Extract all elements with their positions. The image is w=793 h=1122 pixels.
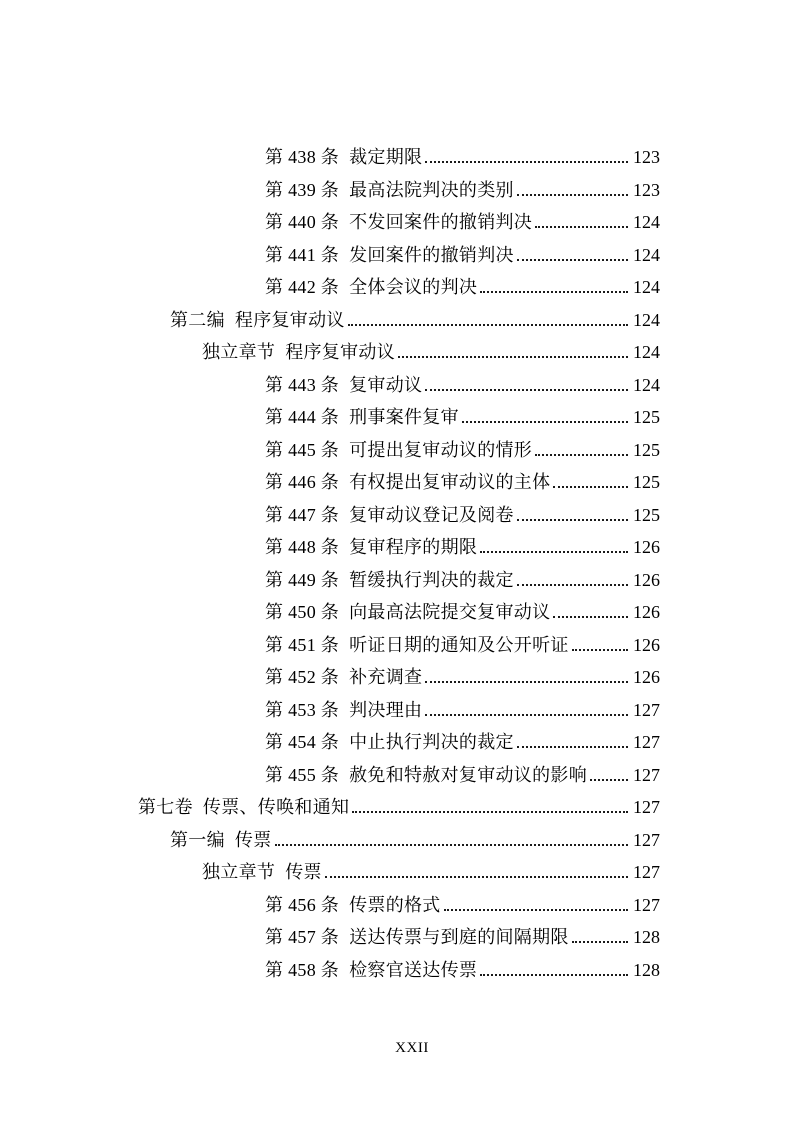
toc-entry-title: 程序复审动议 [234,309,345,330]
toc-entry[interactable] [0,889,660,922]
toc-entry-page-number: 125 [633,472,660,492]
dotted-leader [325,876,628,878]
toc-entry-page-number: 124 [633,244,660,265]
toc-entry-label: 第二编 [170,309,225,330]
toc-entry-page-number: 125 [633,504,660,525]
dotted-leader [535,226,628,228]
toc-entry-title: 裁定期限 [349,147,423,167]
toc-entry[interactable] [0,694,660,727]
toc-entry[interactable] [0,856,660,889]
toc-entry-title: 全体会议的判决 [349,277,478,297]
toc-entry[interactable] [0,499,660,532]
dotted-leader [517,746,628,748]
dotted-leader [553,486,628,488]
dotted-leader [348,324,628,326]
dotted-leader [480,291,628,293]
toc-entry-page-number: 127 [633,732,660,752]
dotted-leader [517,584,628,586]
toc-entry-page-number: 126 [633,602,660,622]
toc-entry[interactable] [0,336,660,369]
dotted-leader [275,844,628,846]
toc-entry-page-number: 124 [633,277,660,297]
toc-entry-page-number: 123 [633,147,660,167]
dotted-leader [352,811,628,813]
toc-entry-title: 可提出复审动议的情形 [349,439,533,460]
toc-entry-title: 发回案件的撤销判决 [349,244,514,265]
dotted-leader [517,519,628,521]
table-of-contents [0,141,660,986]
toc-entry-label: 第 453 条 [265,699,340,720]
toc-entry-label: 第 438 条 [265,147,340,167]
dotted-leader [572,649,628,651]
dotted-leader [398,356,628,358]
toc-entry-label: 第 449 条 [265,569,340,590]
toc-entry-label: 第 450 条 [265,602,340,622]
toc-entry-page-number: 128 [633,927,660,947]
toc-entry-label: 第 452 条 [265,667,340,687]
dotted-leader [425,389,628,391]
toc-entry-label: 第 455 条 [265,764,340,785]
toc-entry-page-number: 127 [633,797,660,817]
toc-entry-label: 第 451 条 [265,634,340,655]
toc-entry[interactable] [0,824,660,857]
toc-entry-title: 传票、传唤和通知 [202,797,350,817]
toc-entry[interactable] [0,271,660,304]
toc-entry-label: 第 447 条 [265,504,340,525]
toc-entry-title: 听证日期的通知及公开听证 [349,634,569,655]
toc-entry[interactable] [0,759,660,792]
toc-entry-title: 不发回案件的撤销判决 [349,212,533,232]
toc-entry-label: 第 445 条 [265,439,340,460]
toc-entry[interactable] [0,629,660,662]
toc-entry-label: 第 440 条 [265,212,340,232]
dotted-leader [517,194,628,196]
toc-entry[interactable] [0,661,660,694]
toc-entry-title: 传票 [234,829,272,850]
toc-entry-title: 复审程序的期限 [349,537,478,557]
dotted-leader [425,714,628,716]
dotted-leader [480,551,628,553]
toc-entry-title: 暂缓执行判决的裁定 [349,569,514,590]
dotted-leader [425,161,628,163]
toc-entry-title: 赦免和特赦对复审动议的影响 [349,764,588,785]
toc-entry-label: 第 446 条 [265,472,340,492]
toc-entry-label: 第 439 条 [265,179,340,200]
toc-entry-title: 判决理由 [349,699,423,720]
toc-entry-label: 第七卷 [138,797,193,817]
toc-entry-label: 第 456 条 [265,894,340,915]
toc-entry[interactable] [0,564,660,597]
toc-entry-page-number: 124 [633,374,660,395]
dotted-leader [535,454,628,456]
toc-entry-label: 第 454 条 [265,732,340,752]
toc-entry[interactable] [0,401,660,434]
toc-entry-page-number: 124 [633,309,660,330]
toc-entry[interactable] [0,596,660,629]
dotted-leader [572,941,628,943]
toc-entry[interactable] [0,206,660,239]
toc-entry-page-number: 125 [633,407,660,427]
toc-entry-page-number: 124 [633,212,660,232]
toc-entry[interactable] [0,239,660,272]
toc-entry[interactable] [0,921,660,954]
toc-entry-label: 独立章节 [202,342,276,362]
toc-entry-title: 最高法院判决的类别 [349,179,514,200]
toc-entry-title: 传票的格式 [349,894,441,915]
dotted-leader [444,909,628,911]
toc-entry-label: 第 442 条 [265,277,340,297]
toc-entry-page-number: 127 [633,862,660,882]
toc-entry-title: 传票 [285,862,322,882]
toc-entry-page-number: 125 [633,439,660,460]
toc-entry-title: 复审动议 [349,374,423,395]
toc-entry-page-number: 127 [633,894,660,915]
toc-entry-label: 第 441 条 [265,244,340,265]
toc-entry[interactable] [0,791,660,824]
dotted-leader [590,779,628,781]
toc-entry[interactable] [0,434,660,467]
dotted-leader [462,421,628,423]
toc-entry-label: 第 458 条 [265,959,340,980]
toc-entry-title: 程序复审动议 [285,342,396,362]
toc-entry-page-number: 126 [633,667,660,687]
toc-entry[interactable] [0,954,660,987]
toc-entry[interactable] [0,141,660,174]
toc-entry[interactable] [0,304,660,337]
toc-entry-title: 复审动议登记及阅卷 [349,504,514,525]
toc-entry-page-number: 126 [633,569,660,590]
toc-entry[interactable] [0,531,660,564]
toc-entry-label: 第 457 条 [265,927,340,947]
dotted-leader [553,616,628,618]
toc-entry[interactable] [0,174,660,207]
toc-entry-page-number: 127 [633,829,660,850]
toc-entry-title: 中止执行判决的裁定 [349,732,514,752]
toc-entry-title: 补充调查 [349,667,423,687]
toc-entry-page-number: 128 [633,959,660,980]
toc-entry-page-number: 126 [633,634,660,655]
toc-entry-label: 第 443 条 [265,374,340,395]
toc-entry-page-number: 124 [633,342,660,362]
toc-entry-label: 独立章节 [202,862,276,882]
dotted-leader [425,681,628,683]
toc-entry-page-number: 127 [633,699,660,720]
dotted-leader [517,259,628,261]
toc-entry-title: 检察官送达传票 [349,959,478,980]
toc-entry-label: 第一编 [170,829,225,850]
toc-entry-title: 有权提出复审动议的主体 [349,472,551,492]
toc-entry-title: 刑事案件复审 [349,407,459,427]
toc-entry[interactable] [0,369,660,402]
page-number-footer: XXII [395,1040,429,1056]
toc-entry-page-number: 126 [633,537,660,557]
toc-entry-page-number: 123 [633,179,660,200]
dotted-leader [480,974,628,976]
toc-entry-label: 第 444 条 [265,407,340,427]
toc-entry-label: 第 448 条 [265,537,340,557]
toc-entry-title: 向最高法院提交复审动议 [349,602,551,622]
toc-entry-title: 送达传票与到庭的间隔期限 [349,927,569,947]
toc-entry-page-number: 127 [633,764,660,785]
toc-entry[interactable] [0,466,660,499]
toc-entry[interactable] [0,726,660,759]
